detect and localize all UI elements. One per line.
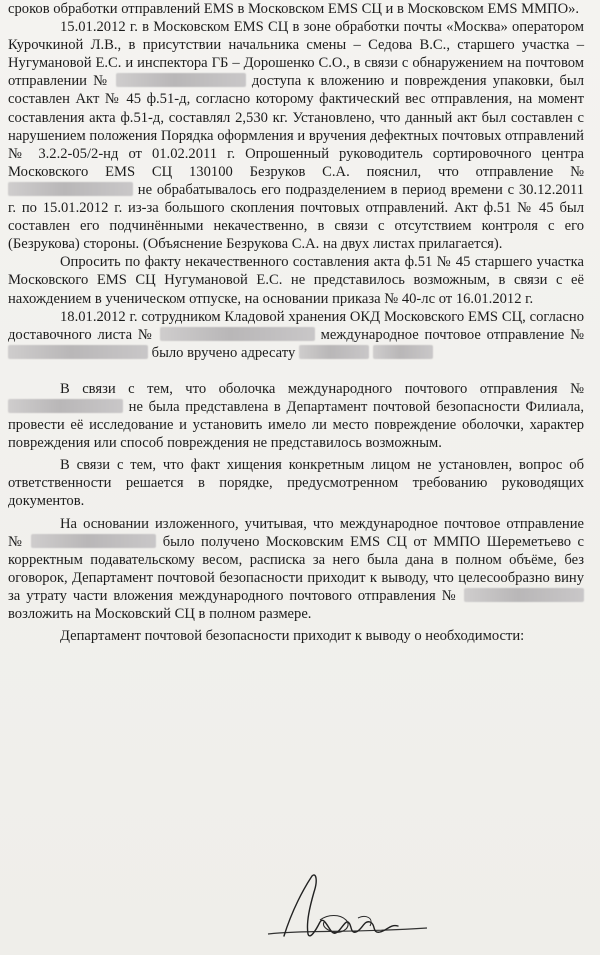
redacted-tracking-number (31, 534, 156, 548)
paragraph-shell-not-presented: В связи с тем, что оболочка международного почтового отправления № не была представлена в Департамент почтовой безопасности Филиала, провести её исследование и установить имело ли место повреждение оболочки, характер повреждения или способ повреждения не представилось возможным. (8, 380, 584, 452)
redacted-tracking-number (464, 588, 584, 602)
paragraph-intro-tail: сроков обработки отправлений EMS в Московском EMS СЦ и в Московском EMS ММПО». (8, 1, 580, 17)
redacted-tracking-number (8, 399, 123, 413)
redacted-tracking-number (8, 182, 133, 196)
paragraph-necessity: Департамент почтовой безопасности приходит к выводу о необходимости: (60, 628, 525, 645)
redacted-delivery-list-number (160, 327, 315, 341)
redacted-addressee (373, 345, 433, 359)
paragraph-conclusion: На основании изложенного, учитывая, что международное почтовое отправление № было получено Московским EMS СЦ от ММПО Шереметьево с корректным подавательскому весом, расписка за него была дана в полном объёме, без оговорок, Департамент почтовой безопасности приходит к выводу, что целесообразно вину за утрату части вложения международного почтового отправления № возложить на Московский СЦ в полном размере. (8, 515, 584, 622)
paragraph-delivery: 18.01.2012 г. сотрудником Кладовой хранения ОКД Московского EMS СЦ, согласно доставочного листа № международное почтовое отправление № было вручено адресату (8, 308, 585, 361)
redacted-tracking-number (8, 345, 148, 359)
paragraph-interview: Опросить по факту некачественного составления акта ф.51 № 45 старшего участка Московского EMS СЦ Нугумановой Е.С. не представилось возможным, в связи с её нахождением в ученическом отпуске, на основании приказа № 40-лс от 16.01.2012 г. (8, 254, 584, 307)
redacted-tracking-number (116, 73, 246, 87)
paragraph-incident: 15.01.2012 г. в Московском EMS СЦ в зоне обработки почты «Москва» оператором Курочкиной Л.В., в присутствии начальника смены – Седова В.С., старшего участка – Нугумановой Е.С. и инспектора ГБ – Дорошенко С.О., в связи с обнаружением на почтовом отправлении № доступа к вложению и повреждения упаковки, был составлен Акт № 45 ф.51-д, согласно которому фактический вес отправления, на момент составления акта ф.51-д, составлял 2,530 кг. Установлено, что данный акт был составлен с нарушением положения Порядка оформления и вручения дефектных почтовых отправлений № 3.2.2-05/2-нд от 01.02.2011 г. Опрошенный руководитель сортировочного центра Московского EMS СЦ 130100 Безруков С.А. пояснил, что отправление № не обрабатывалось его подразделением в период времени с 30.12.2011 г. по 15.01.2012 г. из-за большого скопления почтовых отправлений. Акт ф.51 № 45 был составлен его подчинёнными некачественно, в связи с отсутствием контроля с его (Безрукова) стороны. (Объяснение Безрукова С.А. на двух листах прилагается). (8, 19, 585, 253)
document-body (8, 0, 584, 645)
paragraph-responsibility: В связи с тем, что факт хищения конкретным лицом не установлен, вопрос об ответственности решается в порядке, предусмотренном требованию руководящих документов. (8, 457, 584, 510)
handwritten-signature (262, 870, 432, 950)
redacted-addressee (299, 345, 369, 359)
